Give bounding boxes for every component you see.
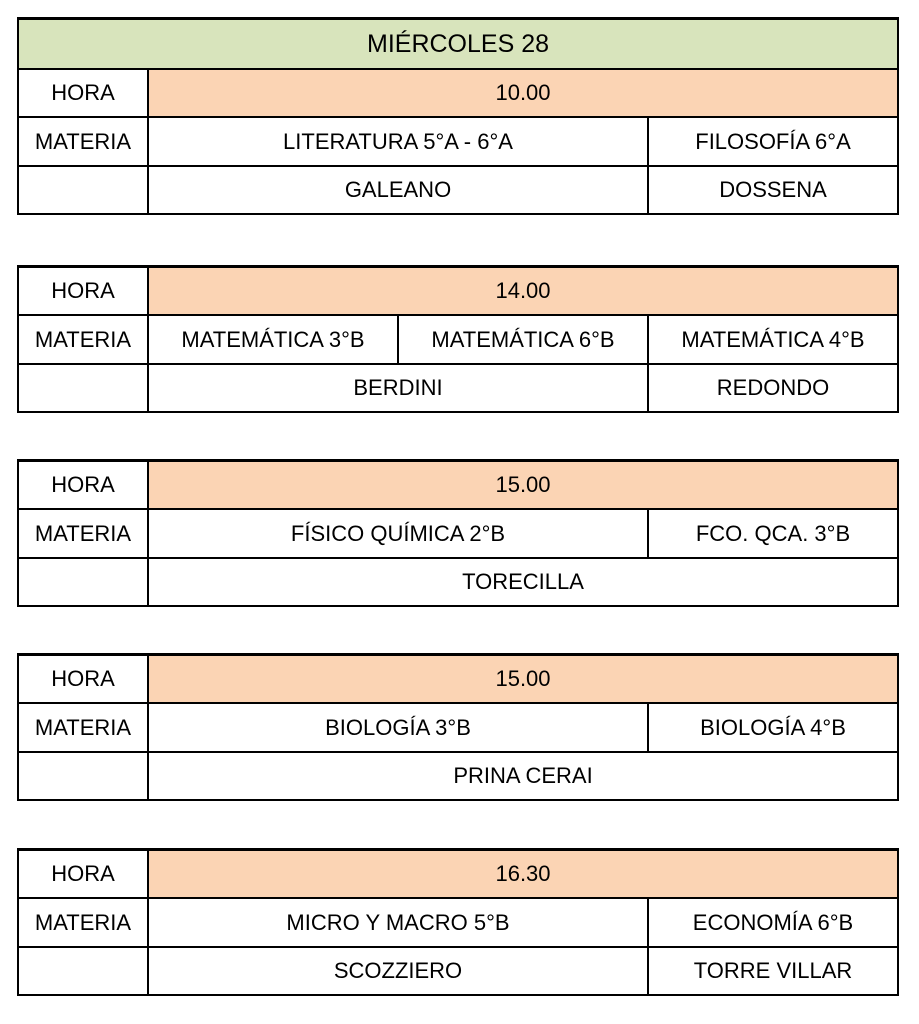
materia-cell: MATEMÁTICA 4°B xyxy=(648,315,898,364)
schedule-block-3 xyxy=(17,459,899,607)
materia-label: MATERIA xyxy=(18,898,148,947)
materia-cell: BIOLOGÍA 4°B xyxy=(648,703,898,752)
profesor-cell: BERDINI xyxy=(148,364,648,412)
profesor-cell: PRINA CERAI xyxy=(148,752,898,800)
schedule-block-1 xyxy=(17,17,899,215)
materia-cell: FCO. QCA. 3°B xyxy=(648,509,898,558)
hora-value: 10.00 xyxy=(148,69,898,117)
profesor-cell: DOSSENA xyxy=(648,166,898,214)
materia-label: MATERIA xyxy=(18,703,148,752)
hora-label: HORA xyxy=(18,461,148,510)
hora-value: 16.30 xyxy=(148,850,898,899)
materia-label: MATERIA xyxy=(18,315,148,364)
schedule-block-5 xyxy=(17,848,899,996)
materia-label: MATERIA xyxy=(18,509,148,558)
hora-value: 15.00 xyxy=(148,461,898,510)
profesor-label-empty xyxy=(18,558,148,606)
profesor-cell: TORRE VILLAR xyxy=(648,947,898,995)
profesor-cell: GALEANO xyxy=(148,166,648,214)
materia-cell: MATEMÁTICA 3°B xyxy=(148,315,398,364)
day-title: MIÉRCOLES 28 xyxy=(18,19,898,70)
hora-value: 14.00 xyxy=(148,267,898,316)
profesor-label-empty xyxy=(18,752,148,800)
profesor-cell: REDONDO xyxy=(648,364,898,412)
materia-cell: FÍSICO QUÍMICA 2°B xyxy=(148,509,648,558)
hora-label: HORA xyxy=(18,850,148,899)
profesor-label-empty xyxy=(18,364,148,412)
profesor-cell: TORECILLA xyxy=(148,558,898,606)
profesor-label-empty xyxy=(18,947,148,995)
materia-cell: LITERATURA 5°A - 6°A xyxy=(148,117,648,166)
materia-label: MATERIA xyxy=(18,117,148,166)
hora-value: 15.00 xyxy=(148,655,898,704)
hora-label: HORA xyxy=(18,267,148,316)
hora-label: HORA xyxy=(18,655,148,704)
profesor-cell: SCOZZIERO xyxy=(148,947,648,995)
materia-cell: FILOSOFÍA 6°A xyxy=(648,117,898,166)
hora-label: HORA xyxy=(18,69,148,117)
materia-cell: BIOLOGÍA 3°B xyxy=(148,703,648,752)
schedule-block-2 xyxy=(17,265,899,413)
materia-cell: MICRO Y MACRO 5°B xyxy=(148,898,648,947)
profesor-label-empty xyxy=(18,166,148,214)
materia-cell: ECONOMÍA 6°B xyxy=(648,898,898,947)
schedule-block-4 xyxy=(17,653,899,801)
materia-cell: MATEMÁTICA 6°B xyxy=(398,315,648,364)
